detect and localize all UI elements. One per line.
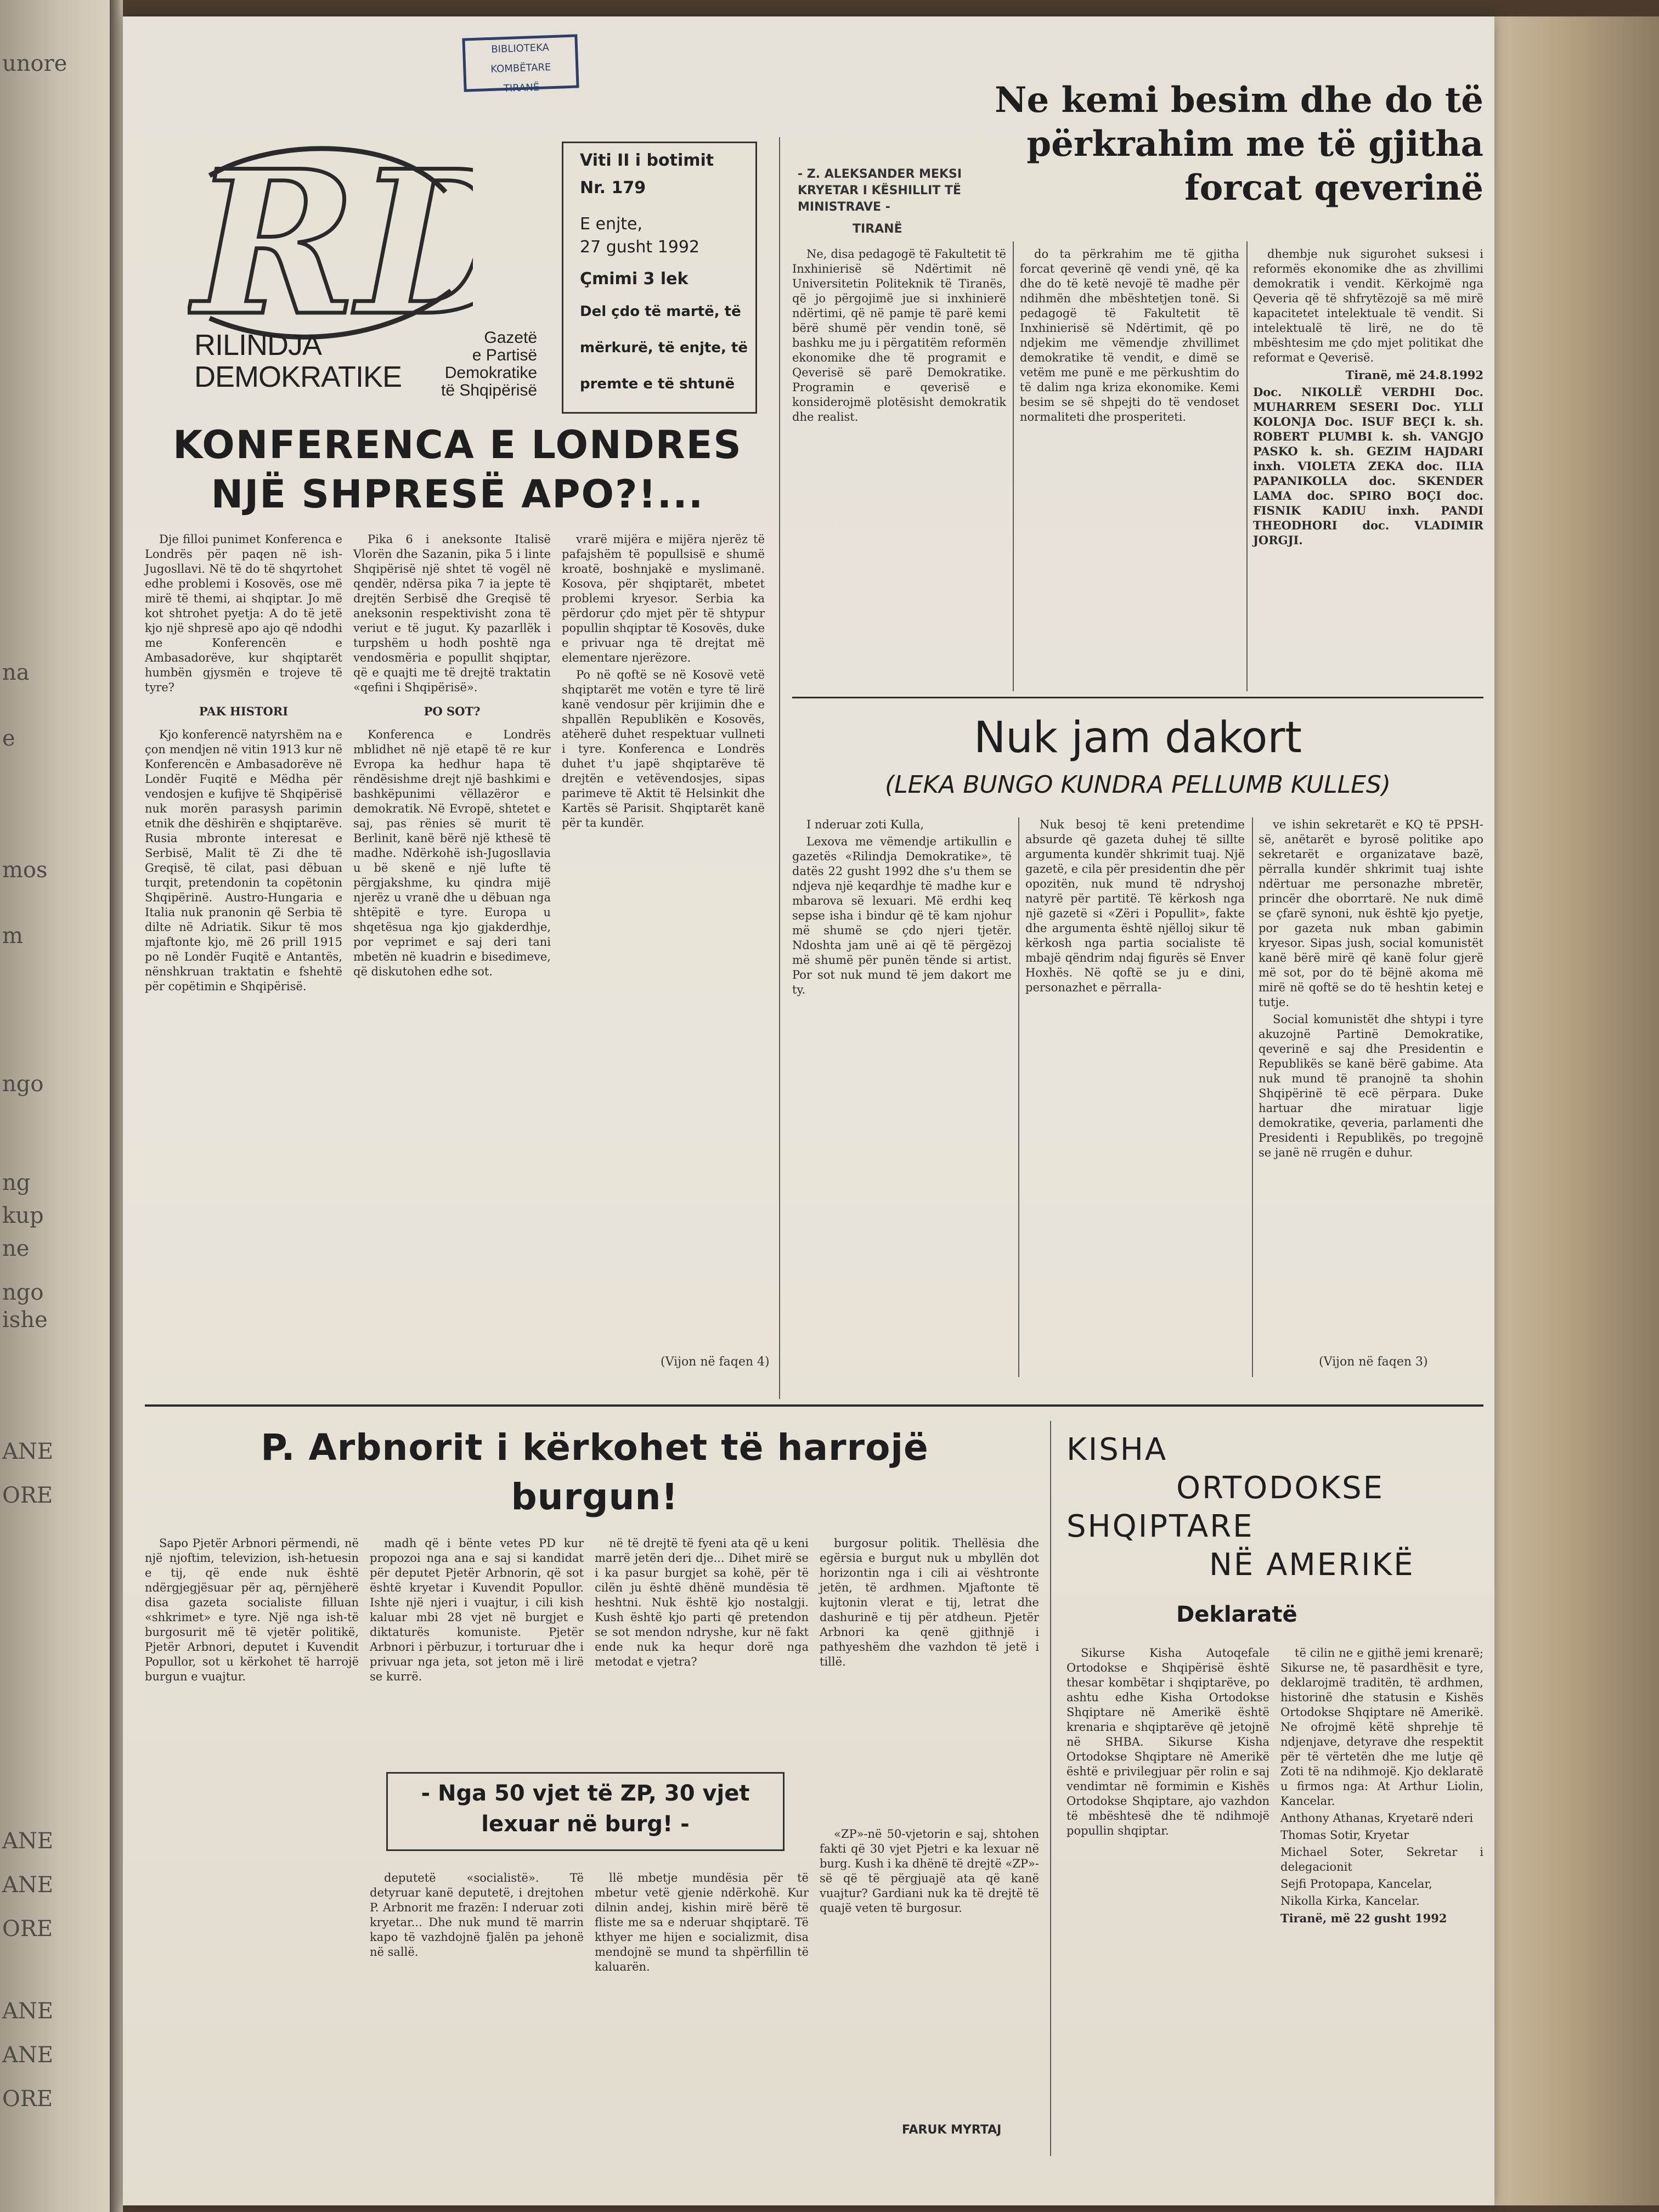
masthead-name: RILINDJA DEMOKRATIKE [194, 329, 402, 393]
edge-fragment: kup [2, 1203, 44, 1228]
edge-fragment: ANE [2, 2042, 54, 2068]
headline-london-sub: NJË SHPRESË APO?!... [211, 472, 704, 517]
article-meksi-col2: do ta përkrahim me të gjitha forcat qeverinë që vendi ynë, që ka dhe do të ketë nevojë të madhe për ndihmën dhe mbështetjen tonë. Si pedagogë të Fakultetit të Inxhinierisë së Ndërtimit, që po ndjekim me vëmendje zhvillimet demokratike të vendit, e dimë se vetëm me punë e me përkushtim do të dalim nga kriza ekonomike. Kemi besim se së shpejti do të vendoset normaliteti dhe prosperiteti. [1020, 247, 1239, 424]
subhead-bungo: (LEKA BUNGO KUNDRA PELLUMB KULLES) [884, 771, 1391, 799]
edge-fragment: na [2, 660, 30, 685]
kicker-meksi: TIRANË [853, 222, 902, 236]
column-divider [779, 137, 780, 1399]
article-arbnori-col2: madh që i bënte vetes PD kur propozoi nga ana e saj si kandidat për deputet Pjetër Arbnorin, që sot është kryetar i Kuvendit Popullor. Ishte një njeri i vuajtur, i cili kish kaluar mbi 28 vjet në burgjet e diktaturës komuniste. Pjetër Arbnori i përbuzur, i torturuar dhe i privuar nga jeta, sot jeton më i lirë se kurrë. [370, 1537, 584, 1683]
edge-fragment: ANE [2, 1872, 54, 1898]
newspaper-page [123, 16, 1494, 2205]
column-divider [1246, 241, 1248, 691]
headline-kisha: NË AMERIKË [1209, 1547, 1415, 1583]
issue-schedule: premte e të shtunë [580, 376, 735, 392]
issue-info-box [562, 142, 757, 414]
article-london-col1: Dje filloi punimet Konferenca e Londrës për paqen në ish-Jugosllavi. Në të do të shqyrtohet edhe problemi i Kosovës, ose më mirë të themi, ai shqiptar. Jo më kot shtrohet pyetja: A do të jetë kjo një shpresë apo ajo që ndodhi me Konferencën e Ambasadorëve, kur shqiptarët humbën gjysmën e trojeve të tyre? PAK HISTORI Kjo konferencë natyrshëm na e çon mendjen në vitin 1913 kur në Konferencën e Ambasadorëve në Londër Fuqitë e Mëdha për vendosjen e kufijve të Shqipërisë nuk morën parasysh parimin etnik dhe dëshirën e shqiptarëve. Rusia mbronte interesat e Serbisë, Malit të Zi dhe të Greqisë, të cilat, pasi dëbuan turqit, pretendonin ta copëtonin Shqipërinë. Austro-Hungaria e Italia nuk pranonin që Serbia të dilte në Adriatik. Sikur të mos mjaftonte kjo, më 26 prill 1915 po në Londër Fuqitë e Antantës, nënshkruan traktatin e fshehtë për copëtimin e Shqipërisë. [145, 533, 342, 993]
edge-fragment: ngo [2, 1280, 44, 1305]
headline-meksi: përkrahim me të gjitha [1026, 123, 1483, 165]
article-bungo-col1: I nderuar zoti Kulla, Lexova me vëmendje artikullin e gazetës «Rilindja Demokratike», të datës 22 gusht 1992 dhe s'u them se ndjeva një keqardhje të madhe kur e mbarova së lexuari. Më erdhi keq sepse isha i bindur që të kam njohur më shumë se çdo njeri tjetër. Ndoshta jam unë ai që të përgëzoj më shumë për punën tënde si artist. Por sot nuk mund të jem dakort me ty. [792, 818, 1012, 996]
svg-text:RD: R [193, 143, 358, 340]
masthead-subtitle: Gazetë e Partisë Demokratike të Shqipërisë [441, 329, 538, 399]
edge-fragment: e [2, 726, 15, 751]
article-arbnori-col3: në të drejtë të fyeni ata që u keni marrë jetën deri dje... Dihet mirë se i ka pasur burgjet sa kohë, për të cilën ju është dhënë mundësia të heshtni. Nuk është kjo nostalgji. Kush është kjo parti që pretendon se sot mendon ndryshe, kur në fakt ende nuk ka hequr dorë nga metodat e vjetra? [595, 1537, 809, 1668]
continue-note: (Vijon në faqen 4) [661, 1355, 770, 1369]
issue-number: Nr. 179 [580, 178, 646, 198]
article-london-col3: vrarë mijëra e mijëra njerëz të pafajshëm të popullsisë e shumë kroatë, boshnjakë e myslimanë. Kosova, për shqiptarët, mbetet problemi kryesor. Serbia ka përdorur çdo mjet për të shtypur popullin shqiptar të Kosovës, duke e privuar nga të drejtat më elementare njerëzore. Po në qoftë se në Kosovë vetë shqiptarët me votën e tyre të lirë kanë vendosur për krijimin dhe e shpallën Republikën e Kosovës, atëherë duhet respektuar vullneti i tyre. Konferenca e Londrës duhet t'u japë shqiptarëve të drejtën e vetëvendosjes, sipas parimeve të Aktit të Helsinkit dhe Kartës së Parisit. Shqiptarët kanë për ta kundër. [562, 533, 765, 830]
edge-fragment: ANE [2, 1439, 54, 1464]
section-divider [792, 697, 1483, 698]
kicker-meksi: - Z. ALEKSANDER MEKSI [798, 167, 962, 181]
kicker-meksi: MINISTRAVE - [798, 200, 890, 214]
headline-kisha: SHQIPTARE [1066, 1509, 1254, 1544]
article-kisha-col2: të cilin ne e gjithë jemi krenarë; Sikurse ne, të pasardhësit e tyre, deklarojmë traditën, të ardhmen, historinë dhe statusin e Kishës Ortodokse Shqiptare në Amerikë. Ne ofrojmë këtë shprehje të ndjenjave, detyrave dhe respektit për të vërtetën dhe me lutje që Zoti të na ndihmojë. Kjo deklaratë u firmos nga: At Arthur Liolin, Kancelar. Anthony Athanas, Kryetarë nderi Thomas Sotir, Kryetar Michael Soter, Sekretar i delegacionit Sejfi Protopapa, Kancelar, Nikolla Kirka, Kancelar. Tiranë, më 22 gusht 1992 [1280, 1646, 1483, 1925]
column-divider [1050, 1421, 1051, 2156]
edge-fragment: m [2, 923, 23, 949]
previous-page-edge [0, 0, 110, 2212]
bungo-greeting: I nderuar zoti Kulla, [806, 818, 924, 831]
headline-kisha: ORTODOKSE [1176, 1470, 1385, 1506]
article-arbnori-col1: Sapo Pjetër Arbnori përmendi, në një njoftim, televizion, ish-hetuesin e tij, që ende nuk është ndërgjegjësuar për aq, përnjëherë disa gazeta socialiste filluan «shkrimet» e tyre. Një nga ish-të burgosurit më të vjetër politikë, Pjetër Arbnori, deputet i Kuvendit Popullor, sot u kërkohet të harrojë burgun e vuajtur. [145, 1537, 359, 1683]
continue-note: (Vijon në faqen 3) [1319, 1355, 1428, 1369]
headline-arbnori: P. Arbnorit i kërkohet të harrojë [261, 1426, 929, 1469]
issue-schedule: Del çdo të martë, të [580, 303, 741, 320]
edge-fragment: ORE [2, 2086, 53, 2112]
article-arbnori-col3b: llë mbetje mundësia për të mbetur vetë gjenie ndërkohë. Kur dilnin andej, kishin mirë bërë të fliste me sa e nderuar shqiptarë. Të kthyer me hijen e socializmit, disa mendojnë se mund ta shpërfillin të kaluarën. [595, 1871, 809, 1973]
edge-fragment: ORE [2, 1483, 53, 1508]
rd-logo-icon [188, 143, 473, 340]
author-signature: FARUK MYRTAJ [902, 2123, 1002, 2137]
issue-date: 27 gusht 1992 [580, 238, 700, 257]
edge-fragment: ishe [2, 1307, 48, 1333]
edge-fragment: ANE [2, 1829, 54, 1854]
article-bungo-col2: Nuk besoj të keni pretendime absurde që gazeta duhej të sillte argumenta kundër shkrimit tuaj. Një gazetë, e cila për presidentin dhe për opozitën, nuk mund të ndryshoj natyrë për partitë. Të kërkosh nga një gazetë si «Zëri i Popullit», fakte dhe argumenta është njëlloj sikur të kërkosh nga partia socialiste të mbajë qëndrim ndaj figurës së Enver Hoxhës. Në qoftë se ju e dini, personazhet e përralla- [1025, 818, 1245, 994]
edge-fragment: ne [2, 1236, 30, 1261]
stacked-pages-edge [1494, 16, 1659, 2205]
issue-day: E enjte, [580, 215, 643, 234]
headline-kisha: KISHA [1066, 1432, 1168, 1468]
article-kisha-col1: Sikurse Kisha Autoqefale Ortodokse e Shqipërisë është thesar kombëtar i shqiptarëve, po ashtu edhe Kisha Ortodokse Shqiptare në Amerikë është krenaria e shqiptarëve që jetojnë në SHBA. Sikurse Kisha Ortodokse Shqiptare në Amerikë është e privilegjuar për rolin e saj vendimtar në formimin e Kishës Ortodokse Shqiptare, ajo vazhdon të mbështesë dhe të ndihmojë popullin shqiptar. [1066, 1646, 1269, 1837]
article-meksi-col3: dhembje nuk sigurohet suksesi i reformës ekonomike dhe as zhvillimi demokratik i vendit. Kërkojmë nga Qeveria që të shfrytëzojë sa më mirë kapacitetet intelektuale të vendit. Si intelektualë të lirë, ne do të mbështesim me çdo mjet politikat dhe reformat e Qeverisë. Tiranë, më 24.8.1992 Doc. NIKOLLË VERDHI Doc. MUHARREM SESERI Doc. YLLI KOLONJA Doc. ISUF BEÇI k. sh. ROBERT PLUMBI k. sh. VANGJO PASKO k. sh. GEZIM HAJDARI inxh. VIOLETA ZEKA doc. ILIA PAPANIKOLLA doc. SKENDER LAMA doc. SPIRO BOÇI doc. FISNIK KADIU inxh. PANDI THEODHORI doc. VLADIMIR JORGJI. [1253, 247, 1483, 547]
headline-meksi: forcat qeverinë [1184, 167, 1483, 208]
headline-meksi: Ne kemi besim dhe do të [995, 80, 1483, 121]
headline-arbnori: burgun! [511, 1476, 679, 1518]
issue-year: Viti II i botimit [580, 151, 714, 170]
article-london-col2: Pika 6 i aneksonte Italisë Vlorën dhe Sazanin, pika 5 i linte Shqipërisë një shtet të vogël në qendër, ndërsa pika 7 ia jepte të drejtën Serbisë dhe Greqisë të aneksonin respektivisht zona të veriut e të jugut. Ky pazarllëk i turpshëm u hodh poshtë nga vendosmëria e popullit shqiptar, që e quajti me të drejtë traktatin «qefini i Shqipërisë». PO SOT? Konferenca e Londrës mblidhet në një etapë të re kur Evropa ka hedhur hapa të rëndësishme drejt një bashkimi e bashkëpunimi vëllazëror e demokratik. Në Evropë, shtetet e saj, pas rënies së murit të Berlinit, kanë bërë një kthesë të madhe. Ndërkohë ish-Jugosllavia u bë skenë e një lufte të përgjakshme, ku qindra mijë njerëz u vranë dhe u dëbuan nga shtëpitë e tyre. Europa u shqetësua nga kjo gjakderdhje, por veprimet e saj deri tani mbetën në kuadrin e bisedimeve, që diskutohen edhe sot. [353, 533, 551, 978]
edge-fragment: ANE [2, 1999, 54, 2024]
article-arbnori-col4: burgosur politik. Thellësia dhe egërsia e burgut nuk u mbyllën dot horizontin nga i cili ai vështronte jetën, të ardhmen. Mjaftonte të kujtonin vlerat e tij, letrat dhe dashurinë e tij për atdheun. Pjetër Arbnori ka qenë gjithnjë i pathyeshëm dhe vazhdon të jetë i tillë. [820, 1537, 1039, 1668]
kicker-meksi: KRYETAR I KËSHILLIT TË [798, 184, 961, 198]
subhead-now: PO SOT? [424, 704, 481, 718]
subhead-history: PAK HISTORI [199, 704, 289, 718]
boxed-quote: - Nga 50 vjet të ZP, 30 vjet lexuar në burg! - [386, 1772, 785, 1851]
edge-fragment: unore [2, 51, 67, 76]
meksi-signatories: Doc. NIKOLLË VERDHI Doc. MUHARREM SESERI Doc. YLLI KOLONJA Doc. ISUF BEÇI k. sh. ROBERT PLUMBI k. sh. VANGJO PASKO k. sh. GEZIM HAJDARI inxh. VIOLETA ZEKA doc. ILIA PAPANIKOLLA doc. SKENDER LAMA doc. SPIRO BOÇI doc. FISNIK KADIU inxh. PANDI THEODHORI doc. VLADIMIR JORGJI. [1253, 385, 1483, 547]
edge-fragment: ORE [2, 1916, 53, 1942]
column-divider [1013, 241, 1014, 691]
subhead-deklarate: Deklaratë [1176, 1602, 1297, 1627]
issue-schedule: mërkurë, të enjte, të [580, 340, 748, 356]
column-divider [1252, 817, 1253, 1377]
article-bungo-col3: ve ishin sekretarët e KQ të PPSH-së, anëtarët e byrosë politike apo sekretarët e organizatave bazë, përralla kundër shkrimit tuaj ishte ndërtuar me personazhe mbretër, princër dhe oborrtarë. Ne nuk dimë se çfarë synoni, nuk është kjo pyetje, por gazeta nuk mban gabimin kryesor. Sipas jush, social komunistët kanë bërë mirë që kanë folur gjerë më sot, por do të bëjnë akoma më mirë në qoftë se do të heshtin ketej e tutje. Social komunistët dhe shtypi i tyre akuzojnë Partinë Demokratike, qeverinë e saj dhe Presidentin e Republikës se kanë bërë gabime. Ata nuk mund të pranojnë ta shohin Shqipërinë të ecë përpara. Duke hartuar dhe miratuar ligje demokratike, qeveria, parlamenti dhe Presidenti i Republikës, po tregojnë se janë në rrugën e duhur. [1259, 818, 1483, 1159]
library-stamp: BIBLIOTEKA KOMBËTARE TIRANË [462, 34, 579, 92]
article-arbnori-col2b: deputetë «socialistë». Të detyruar kanë deputetë, i drejtohen P. Arbnorit me frazën: I nderuar zoti kryetar... Dhe nuk mund të marrin kapo të vazhdojnë fjalën pa jehonë në sallë. [370, 1871, 584, 1959]
article-arbnori-col4b: «ZP»-në 50-vjetorin e saj, shtohen fakti që 30 vjet Pjetri e ka lexuar në burg. Kush i ka dhënë të drejtë «ZP»-së që të përgjuajë ata që kanë vuajtur? Gardiani nuk ka të drejtë të quajë veten të burgosur. [820, 1827, 1039, 1915]
headline-london: KONFERENCA E LONDRES [173, 422, 742, 467]
article-meksi-col1: Ne, disa pedagogë të Fakultetit të Inxhinierisë së Ndërtimit në Universitetin Politeknik të Tiranës, që jo përgojimë jue si inxhinierë ndërtimi, që në pamje të parë kemi bërë shumë për vendin tonë, së bashku me ju i përgatitëm reformën ekonomike dhe të programit e Qeverisë së parë Demokratike. Programin e qeverisë e konsiderojmë plotësisht demokratik dhe realist. [792, 247, 1006, 424]
edge-fragment: mos [2, 857, 48, 883]
edge-fragment: ng [2, 1170, 31, 1195]
column-divider [1018, 817, 1019, 1377]
meksi-dateline: Tiranë, më 24.8.1992 [1345, 368, 1483, 382]
headline-bungo: Nuk jam dakort [973, 713, 1302, 763]
binding-spine [110, 0, 123, 2212]
issue-price: Çmimi 3 lek [580, 269, 689, 289]
kisha-dateline: Tiranë, më 22 gusht 1992 [1280, 1911, 1447, 1925]
page-divider [145, 1404, 1483, 1407]
edge-fragment: ngo [2, 1071, 44, 1097]
